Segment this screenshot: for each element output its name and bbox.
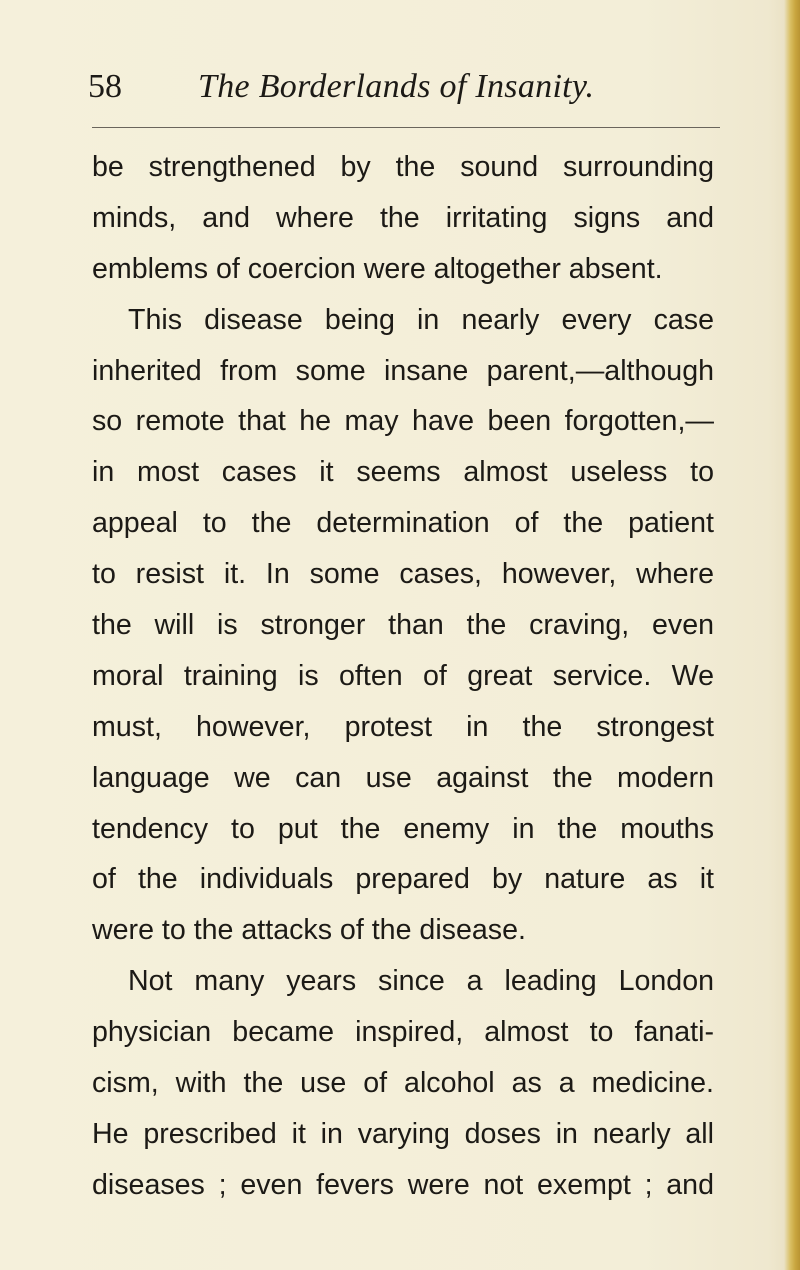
text-line: be strengthened by the sound surrounding [92,151,714,183]
text-line: cism, with the use of alcohol as a medicine. [92,1067,714,1100]
book-title: The Borderlands of Insanity. [198,68,595,105]
page-number: 58 [88,68,122,105]
body-text [92,142,714,1211]
text-line: physician became inspired, almost to fanati- [92,1016,714,1049]
text-line: must, however, protest in the strongest [92,710,714,743]
text-line: inherited from some insane parent,—although [92,354,714,387]
page-edge [784,0,800,1270]
text-line: so remote that he may have been forgotten,— [92,405,714,438]
text-line: appeal to the determination of the patient [92,507,714,540]
text-line: emblems of coercion were altogether absent. [92,252,663,285]
text-line: tendency to put the enemy in the mouths [92,812,714,845]
text-line: He prescribed it in varying doses in nearly all [92,1117,714,1150]
text-line: the will is stronger than the craving, even [92,609,714,642]
text-line: were to the attacks of the disease. [92,914,526,947]
text-line: Not many years since a leading London [128,965,714,998]
text-line: This disease being in nearly every case [128,303,714,336]
text-line: language we can use against the modern [92,761,714,794]
header-rule [92,127,720,128]
text-line: of the individuals prepared by nature as it [92,863,714,896]
text-line: to resist it. In some cases, however, where [92,558,714,591]
running-head [88,62,728,112]
text-line: in most cases it seems almost useless to [92,456,714,489]
text-line: diseases ; even fevers were not exempt ; and [92,1168,714,1201]
text-line: minds, and where the irritating signs and [92,201,714,234]
text-line: moral training is often of great service. We [92,659,714,692]
